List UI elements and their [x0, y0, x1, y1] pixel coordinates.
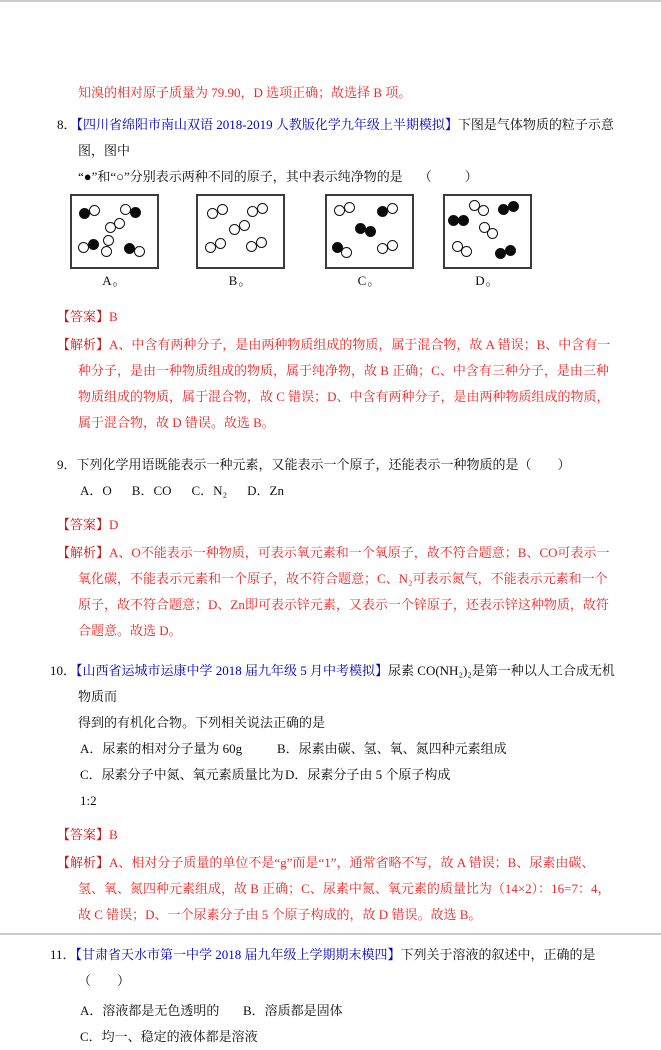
black-atom-icon [365, 226, 376, 237]
black-atom-icon [377, 206, 388, 217]
previous-answer-tail: 知溴的相对原子质量为 79.90，D 选项正确；故选择 B 项。 [78, 85, 412, 100]
white-atom-icon [229, 224, 240, 235]
white-atom-icon [341, 247, 352, 258]
analysis-text: A、O不能表示一种物质，可表示氧元素和一个氧原子，故不符合题意；B、CO可表示一氧化碳，不能表示元素和一个原子，故不符合题意；C、N₂可表示氮气，不能表示元素和一个原子，故不符合题意；D、Zn即可表示锌元素，又表示一个锌原子，还表示锌这种物质，故符合题意。故选 D。 [78, 545, 610, 638]
white-atom-icon [120, 204, 131, 215]
option-a: A．尿素的相对分子量为 60g [80, 741, 243, 756]
answer-label: 【答案】 [57, 827, 110, 842]
answer-label: 【答案】 [57, 517, 110, 532]
particle-box-label-D: D。 [475, 273, 500, 288]
option-c: C．尿素分子中氮、氧元素质量比为 1:2 [80, 767, 284, 808]
white-atom-icon [387, 240, 398, 251]
question-10 [50, 658, 617, 710]
answer-value: B [109, 309, 118, 324]
option-c: C．均一、稳定的液体都是溶液 [80, 1029, 258, 1044]
question-8-answer [57, 304, 617, 330]
analysis-text: A、中含有两种分子，是由两种物质组成的物质，属于混合物，故 A 错误；B、中含有一种分子，是由一种物质组成的物质，属于纯净物，故 B 正确；C、中含有三种分子，是由三种物质组成的物质，属于混合物，故 C 错误；D、中含有两种分子，是由两种物质组成的物质，属于混合物，故 D 错误。故选 B。 [78, 337, 611, 430]
black-atom-icon [505, 245, 516, 256]
option-b: B．CO [131, 483, 172, 498]
black-atom-icon [458, 215, 469, 226]
option-a: A．O [80, 483, 112, 498]
black-atom-icon [355, 223, 366, 234]
black-atom-icon [495, 248, 506, 259]
question-9-options [80, 478, 617, 504]
question-8-stem-line2 [78, 164, 617, 190]
white-atom-icon [78, 242, 89, 253]
question-10-options-row2 [80, 762, 617, 814]
white-atom-icon [487, 228, 498, 239]
particle-cell-A [70, 194, 159, 290]
question-11-number: 11． [50, 947, 76, 962]
question-11-options-row2 [80, 1024, 617, 1050]
question-11-options-row1 [80, 998, 617, 1024]
question-9-answer [57, 512, 617, 538]
option-d: D．Zn [247, 483, 284, 498]
white-atom-icon [461, 246, 472, 257]
black-atom-icon [124, 243, 135, 254]
particle-box-label-A: A。 [102, 273, 127, 288]
white-atom-icon [257, 203, 268, 214]
question-8-answer-blank: （ ） [418, 169, 488, 184]
question-10-number: 10． [50, 663, 77, 678]
black-atom-icon [508, 201, 519, 212]
question-9 [57, 452, 617, 478]
white-atom-icon [247, 206, 258, 217]
black-atom-icon [498, 204, 509, 215]
black-atom-icon [88, 239, 99, 250]
particle-cell-C [325, 194, 414, 290]
option-b: B．尿素由碳、氢、氧、氮四种元素组成 [277, 741, 507, 756]
question-9-number: 9． [57, 457, 77, 472]
question-8-stem2: “●”和“○”分别表示两种不同的原子，其中表示纯净物的是 [78, 169, 403, 184]
question-10-stem: 尿素 CO(NH₂)₂是第一种以人工合成无机物质而 [78, 663, 615, 704]
black-atom-icon [448, 215, 459, 226]
analysis-text: A、相对分子质量的单位不是“g”而是“1”，通常省略不写，故 A 错误；B、尿素由碳、氢、氧、氮四种元素组成，故 B 正确；C、尿素中氮、氧元素的质量比为（14×2）：16=7：4，故 C 错误；D、一个尿素分子由 5 个原子构成的，故 D 错误。故选 B。 [78, 855, 611, 922]
answer-value: D [109, 517, 119, 532]
particle-box-C [325, 194, 414, 269]
white-atom-icon [239, 220, 250, 231]
option-c: C．N₂ [191, 483, 228, 498]
particle-diagrams [70, 194, 661, 290]
question-11-source: 【甘肃省天水市第一中学 2018 届九年级上学期期末模四】 [75, 947, 401, 962]
white-atom-icon [207, 208, 218, 219]
white-atom-icon [134, 246, 145, 257]
question-9-analysis [57, 540, 617, 644]
white-atom-icon [114, 218, 125, 229]
question-8 [57, 112, 617, 164]
question-8-analysis [57, 332, 617, 436]
particle-cell-D [443, 194, 532, 290]
particle-box-A [70, 194, 159, 269]
white-atom-icon [256, 237, 267, 248]
white-atom-icon [101, 246, 112, 257]
question-10-stem-line2: 得到的有机化合物。下列相关说法正确的是 [78, 715, 326, 730]
question-9-stem: 下列化学用语既能表示一种元素，又能表示一个原子，还能表示一种物质的是（ ） [76, 457, 571, 472]
white-atom-icon [205, 242, 216, 253]
white-atom-icon [103, 235, 114, 246]
particle-box-label-C: C。 [357, 273, 382, 288]
particle-box-label-B: B。 [228, 273, 253, 288]
white-atom-icon [89, 205, 100, 216]
white-atom-icon [246, 241, 257, 252]
particle-box-D [443, 194, 532, 269]
black-atom-icon [79, 208, 90, 219]
option-a: A．溶液都是无色透明的 [80, 1003, 220, 1018]
analysis-label: 【解析】 [57, 337, 110, 352]
question-11 [50, 942, 617, 994]
answer-label: 【答案】 [57, 309, 110, 324]
question-10-answer [57, 822, 617, 848]
white-atom-icon [334, 205, 345, 216]
white-atom-icon [217, 204, 228, 215]
question-11-stem: 下列关于溶液的叙述中，正确的是（ ） [78, 947, 596, 988]
option-b: B．溶质都是固体 [243, 1003, 343, 1018]
question-10-analysis [57, 850, 617, 928]
analysis-label: 【解析】 [57, 545, 110, 560]
question-10-source: 【山西省运城市运康中学 2018 届九年级 5 月中考模拟】 [76, 663, 389, 678]
black-atom-icon [130, 207, 141, 218]
question-10-options-row1 [80, 736, 617, 762]
white-atom-icon [344, 202, 355, 213]
question-8-number: 8． [57, 117, 77, 132]
particle-box-B [196, 194, 285, 269]
question-8-source: 【四川省绵阳市南山双语 2018-2019 人教版化学九年级上半期模拟】 [76, 117, 458, 132]
analysis-label: 【解析】 [57, 855, 110, 870]
white-atom-icon [215, 238, 226, 249]
particle-cell-B [196, 194, 285, 290]
white-atom-icon [387, 203, 398, 214]
white-atom-icon [478, 205, 489, 216]
question-8-stem: 下图是气体物质的粒子示意图，图中 [78, 117, 614, 158]
option-d: D．尿素分子由 5 个原子构成 [285, 767, 451, 782]
white-atom-icon [377, 243, 388, 254]
answer-value: B [109, 827, 118, 842]
